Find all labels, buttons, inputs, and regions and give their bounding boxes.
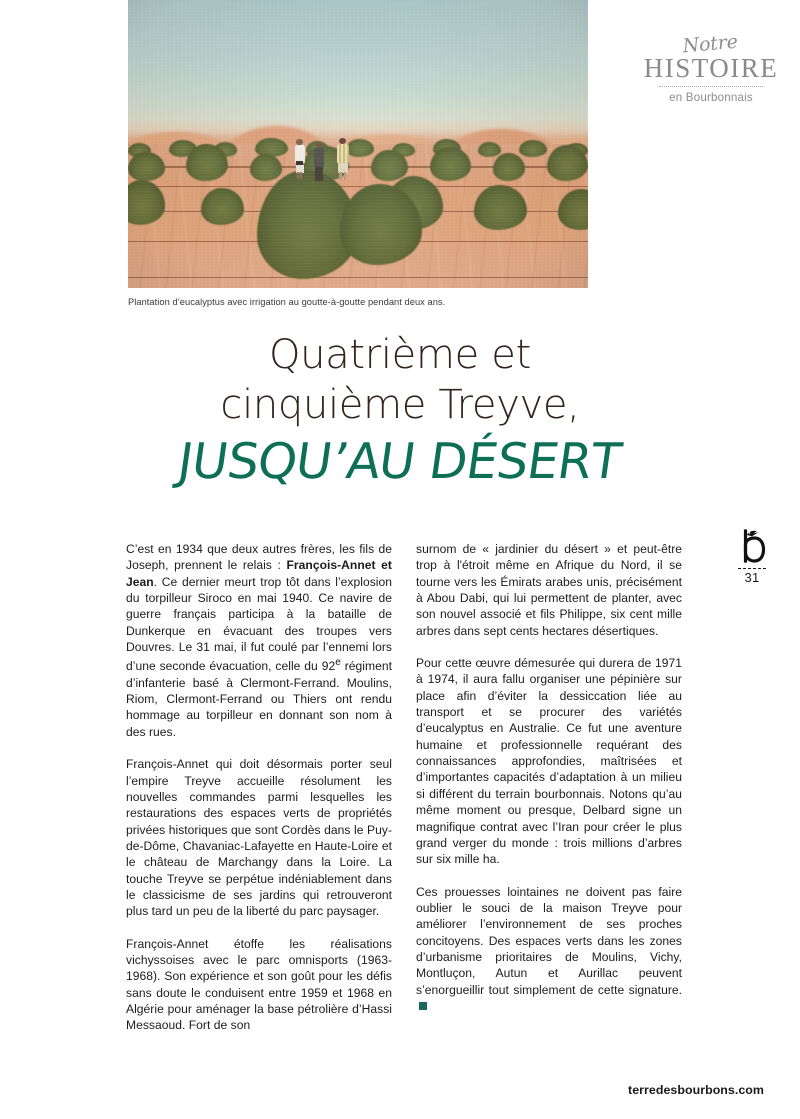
body-paragraph [416,655,682,867]
body-right-column [416,541,682,1034]
body-text: François-Annet étoffe les réalisations vichyssoises avec le parc omnisports (1963-1968). Son expérience et son goût pour les défis sans doute le conduisent entre 1959 et 1968 en Algérie pour aménager la base pétrolière d’Hassi Messaoud. Fort de son [126,936,392,1033]
article-photo [128,0,588,288]
body-text: François-Annet qui doit désormais porter seul l’empire Treyve accueille résolument les nouvelles commandes parmi lesquelles les restaurations des espaces verts de propriétés privées historiques que sont Cordès dans le Puy-de-Dôme, Chavaniac-Lafayette en Haute-Loire et le château de Marchangy dans la Loire. La touche Treyve se perpétue indéniablement dans le classicisme de ses jardins qui retrouveront plus tard un peu de la liberté du parc paysager. [126,757,392,919]
logo-subtitle: en Bourbonnais [669,91,753,104]
body-paragraph [416,541,682,639]
photo-person-middle [314,142,325,181]
headline-line-2: cinquième Treyve, [220,382,580,428]
body-text: . Ce dernier meurt trop tôt dans l’explosion du torpilleur Siroco en mai 1940. Ce navire de guerre français participa à la bataille de Dunkerque en évacuant des troupes vers Douvres. Le 31 mai, il fut coulé par l’ennemi lors d’une seconde évacuation, celle du 92 [126,574,392,674]
article-body [126,541,682,1034]
body-superscript: e [335,657,341,669]
body-text: Pour cette œuvre démesurée qui durera de 1971 à 1974, il aura fallu organiser une pépinière sur place afin d’éviter la dessiccation liée au transport et se procurer des variétés d’eucalyptus en Australie. Ce fut une aventure humaine et professionnelle requérant des connaissances approfondies, maîtrisées et d’importantes capacités d’adaptation à un milieu si différent du terrain bourbonnais. Notons qu’au même moment ou presque, Delbard signe un magnifique contrat avec l’Iran pour créer le plus grand verger du monde : trois millions d’arbres sur six mille ha. [416,656,682,867]
photo-person-left [295,139,305,179]
footer-website: terredesbourbons.com [628,1083,764,1097]
photo-caption: Plantation d’eucalyptus avec irrigation au goutte-à-goutte pendant deux ans. [128,297,446,307]
body-bold-text: François-Annet et Jean [126,558,392,589]
bourbons-b-bird-icon [735,527,769,565]
body-paragraph [416,884,682,1015]
logo-script-word: Notre [681,30,739,58]
headline-line-3: JUSQU’AU DÉSERT [177,433,623,490]
magazine-logo [636,30,786,104]
body-paragraph [126,936,392,1034]
page-mark [726,527,778,585]
article-headline [120,330,680,491]
logo-main-word: HISTOIRE [643,53,779,83]
body-paragraph [126,756,392,919]
body-paragraph [126,541,392,740]
page-mark-divider [738,568,766,569]
headline-line-1: Quatrième et [269,332,531,378]
article-end-mark [419,1002,427,1010]
photo-sky [128,0,588,288]
body-text: régiment d’infanterie basé à Clermont-Ferrand. Moulins, Riom, Clermont-Ferrand ou Thiers ont rendu hommage au torpilleur en donnant son nom à des rues. [126,659,392,739]
body-text: C’est en 1934 que deux autres frères, les fils de Joseph, prennent le relais : [126,542,392,573]
logo-divider [659,86,763,87]
body-text: surnom de « jardinier du désert » et peut-être trop à l'étroit même en Afrique du Nord, il se tourne vers les Émirats arabes unis, précisément à Abou Dabi, qui lui permettent de planter, avec son nouvel associé et fils Philippe, six cent mille arbres dans sept cents hectares désertiques. [416,542,682,638]
photo-person-right [337,138,349,180]
body-text: Ces prouesses lointaines ne doivent pas faire oublier le souci de la maison Treyve pour améliorer l’environnement de ses proches concitoyens. Des espaces verts dans les zones d’urbanisme prioritaires de Moulins, Vichy, Montluçon, Autun et Aurillac peuvent s’enorgueillir tout simplement de cette signature. [416,884,682,997]
body-left-column [126,541,392,1034]
page-number: 31 [744,570,760,585]
